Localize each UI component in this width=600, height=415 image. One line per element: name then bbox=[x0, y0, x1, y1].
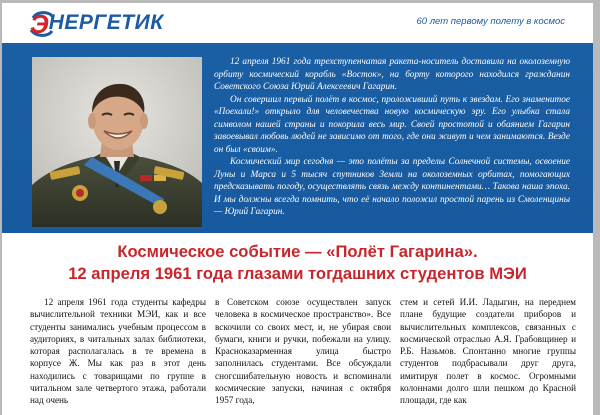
headline-line-2: 12 апреля 1961 года глазами тогдашних студентов МЭИ bbox=[68, 264, 527, 283]
column-text: стем и сетей И.И. Ладыгин, на переднем плане будущие создатели приборов и вычислительных комплексов, связанных с космической отраслью А.Я. Грабовщинер и Р.Б. Назьмов. Спонтанно многие группы студентов подбрасывали друг друга, имитируя полет в космос. Огромными колоннами долго шли пешком до Красной площади, где как bbox=[400, 297, 576, 406]
gagarin-portrait bbox=[32, 57, 202, 227]
article-column-1 bbox=[30, 296, 206, 407]
issue-tagline: 60 лет первому полету в космос bbox=[416, 16, 565, 27]
article-column-3 bbox=[400, 296, 576, 407]
article-headline bbox=[2, 241, 593, 285]
lead-text bbox=[214, 56, 570, 219]
logo-word: НЕРГЕТИК bbox=[48, 11, 164, 34]
intro-panel bbox=[2, 43, 593, 233]
portrait-photo-icon bbox=[32, 57, 202, 227]
column-text: в Советском союзе осуществлен запуск человека в космическое пространство». Все вскочили со своих мест, и, не убирая свои бумаги, книги и ручки, побежали на улицу. Красноказарменная улица быстро заполнилась студентами. Все обсуждали сногсшибательную новость и вспоминали космические запуски, начиная с октября 1957 года, bbox=[215, 297, 391, 406]
logo-letter: Э bbox=[30, 9, 49, 39]
article-column-2 bbox=[215, 296, 391, 407]
newspaper-page bbox=[2, 3, 593, 415]
lead-paragraph: 12 апреля 1961 года трехступенчатая ракета-носитель доставила на околоземную орбиту космический корабль «Восток», на борту которого находился гражданин Советского Союза Юрий Алексеевич Гагарин. bbox=[214, 57, 570, 92]
lead-paragraph: Космический мир сегодня — это полёты за пределы Солнечной системы, освоение Луны и Марса и 5 тысяч спутников Земли на околоземных орбитах, помогающих предсказывать погоду, осуществлять связь между континентами… Такова наша эпоха. И мы должны всегда помнить, что её начало положил простой парень из Смоленщины — Юрий Гагарин. bbox=[214, 157, 570, 217]
masthead bbox=[2, 3, 593, 43]
energetik-logo bbox=[30, 9, 164, 37]
column-text: 12 апреля 1961 года студенты кафедры вычислительной техники МЭИ, как и все студенты занимались учебным процессом в аудиториях, в читальных залах библиотеки, которая располагалась в те времена в корпусе Ж. Мы как раз в этот день находились с товарищами по группе в читальном зале четвертого этажа, работали над очень bbox=[30, 297, 206, 406]
headline-line-1: Космическое событие — «Полёт Гагарина». bbox=[117, 242, 478, 261]
lead-paragraph: Он совершил первый полёт в космос, проложивший путь к звездам. Его знаменитое «Поехали!» открыло для человечества новую космическую эру. Его улыбка стала символом нашей страны и покорила весь мир. Своей простотой и обаянием Гагарин завоевывал любовь людей не зависимо от того, где они живут и чем занимаются. Везде он был «своим». bbox=[214, 94, 570, 155]
